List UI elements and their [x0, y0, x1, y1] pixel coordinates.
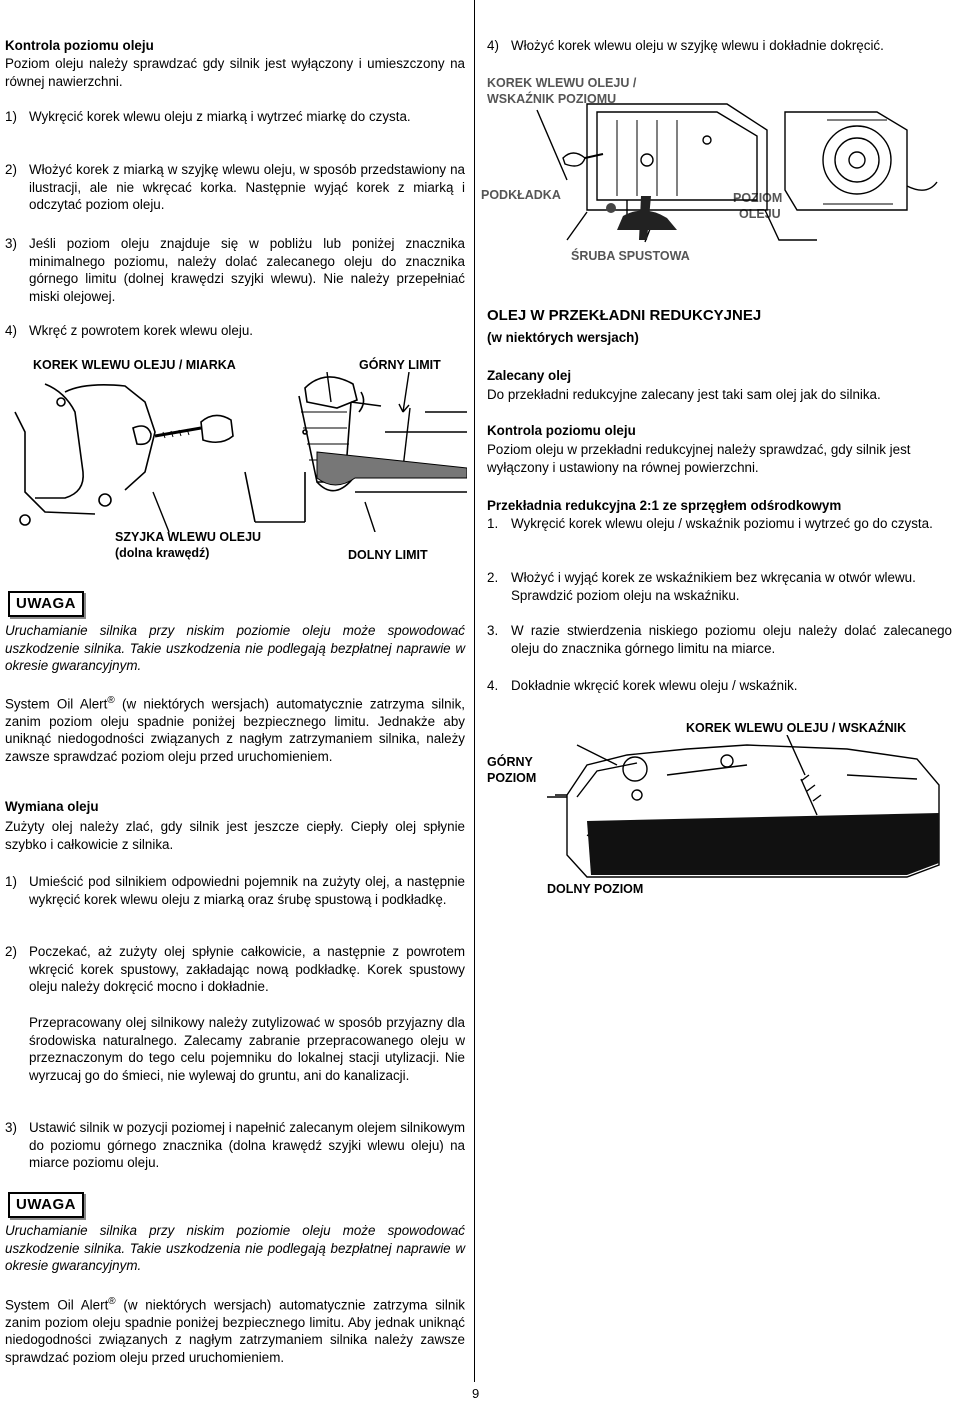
intro-paragraph: Poziom oleju należy sprawdzać gdy silnik jest wyłączony i umieszczony na równej nawierzchni. [5, 56, 465, 89]
fig3-label-upper-2: POZIOM [487, 771, 537, 785]
engine-illustration [527, 100, 947, 250]
step-text: Poczekać, aż zużyty olej spłynie całkowicie, a następnie z powrotem wkręcić korek spustowy, zakładając nową podkładkę. Korek spustowy oleju należy dokręcić mocno i dokładnie. [29, 944, 465, 994]
change-step-2 [5, 943, 465, 996]
oil-alert-paragraph [5, 692, 465, 765]
step-text: Umieścić pod silnikiem odpowiedni pojemnik na zużyty olej, a następnie wykręcić korek wlewu oleju z miarką oraz śrubę spustową i podkładkę. [29, 874, 465, 907]
fig2-label-cap: KOREK WLEWU OLEJU / [487, 76, 637, 90]
recommended-oil-text: Do przekładni redukcyjne zalecany jest taki sam olej jak do silnika. [487, 387, 881, 402]
page-number: 9 [472, 1386, 480, 1401]
heading-oil-change: Wymiana oleju [5, 799, 99, 814]
step-text: Włożyć korek wlewu oleju w szyjkę wlewu i dokładnie dokręcić. [511, 38, 884, 53]
step-number: 2) [5, 944, 17, 959]
fig3-label-upper: GÓRNY [487, 755, 533, 769]
check-step-1 [5, 108, 465, 126]
step-number: 3) [5, 236, 17, 251]
oil-alert-body: (w niektórych wersjach) automatycznie zatrzyma silnik, zanim poziom oleju spadnie poniżej bezpiecznego limitu. Jednakże aby uniknąć niedogodności związanych z nagłym zatrzymaniem silnika, należy zawsze sprawdzać poziom oleju przed uruchomieniem. [5, 696, 465, 764]
heading-recommended-oil: Zalecany olej [487, 368, 572, 383]
fig1-label-upper-limit: GÓRNY LIMIT [359, 358, 441, 372]
fig1-label-neck-sub: (dolna krawędź) [115, 546, 210, 560]
step-text: W razie stwierdzenia niskiego poziomu oleju należy dolać zalecanego oleju do znacznika górnego limitu na miarce. [511, 623, 952, 656]
step-number: 4. [487, 678, 499, 693]
gear-step-3 [487, 622, 952, 657]
change-step-1 [5, 873, 465, 908]
gear-step-4 [487, 677, 952, 695]
gear-step-2 [487, 569, 952, 604]
fig2-label-washer: PODKŁADKA [481, 188, 561, 202]
step-text: Włożyć i wyjąć korek ze wskaźnikiem bez wkręcania w otwór wlewu. Sprawdzić poziom oleju na wskaźniku. [511, 570, 916, 603]
heading-gear-2-1: Przekładnia redukcyjna 2:1 ze sprzęgłem odśrodkowym [487, 498, 842, 513]
warning-badge: UWAGA [8, 591, 84, 617]
check-step-3 [5, 235, 465, 305]
warning-badge-2: UWAGA [8, 1192, 84, 1218]
fig2-label-level-2: OLEJU [739, 207, 781, 221]
step-number: 3) [5, 1120, 17, 1135]
oil-alert-name: System Oil Alert [5, 1297, 109, 1313]
step-number: 3. [487, 623, 499, 638]
fig3-label-cap: KOREK WLEWU OLEJU / WSKAŹNIK [686, 721, 907, 735]
warning-text: Uruchamianie silnika przy niskim poziomie oleju może spowodować uszkodzenie silnika. Takie uszkodzenia nie podlegają bezpłatnej naprawie w okresie gwarancyjnym. [5, 623, 465, 673]
step-text: Włożyć korek z miarką w szyjkę wlewu oleju, w sposób przedstawiony na ilustracji, ale nie wkręcać korka. Następnie wyjąć korek z miarką i odczytać poziom oleju. [29, 162, 465, 212]
step-text: Wykręcić korek wlewu oleju z miarką i wytrzeć miarkę do czysta. [29, 109, 411, 124]
step-text: Wkręć z powrotem korek wlewu oleju. [29, 323, 253, 338]
step-number: 1) [5, 109, 17, 124]
step-text: Dokładnie wkręcić korek wlewu oleju / wskaźnik. [511, 678, 798, 693]
step-text: Wykręcić korek wlewu oleju / wskaźnik poziomu i wytrzeć go do czysta. [511, 516, 933, 531]
warning-text-2: Uruchamianie silnika przy niskim poziomie oleju może spowodować uszkodzenie silnika. Takie uszkodzenia nie podlegają bezpłatnej naprawie w okresie gwarancyjnym. [5, 1223, 465, 1273]
check-step-4-continued [487, 37, 947, 55]
change-step-3 [5, 1119, 465, 1172]
fig2-label-cap-2: WSKAŹNIK POZIOMU [487, 92, 617, 106]
column-divider [474, 0, 475, 1382]
fig1-label-lower-limit: DOLNY LIMIT [348, 548, 428, 562]
step-number: 4) [487, 38, 499, 53]
step-number: 4) [5, 323, 17, 338]
check-step-2 [5, 161, 465, 214]
step-text: Ustawić silnik w pozycji poziomej i napełnić zalecanym olejem silnikowym do poziomu górnego znacznika (dolna krawędź szyjki wlewu oleju) na miarce poziomu oleju. [29, 1120, 465, 1170]
dipstick-illustration [5, 372, 467, 532]
fig2-label-drain: ŚRUBA SPUSTOWA [571, 249, 690, 263]
step-number: 1) [5, 874, 17, 889]
fig2-label-level: POZIOM [733, 191, 783, 205]
heading-oil-check: Kontrola poziomu oleju [5, 38, 154, 53]
gear-step-1 [487, 515, 952, 533]
recycle-paragraph: Przepracowany olej silnikowy należy zutylizować w sposób przyjazny dla środowiska naturalnego. Zalecamy zabranie przepracowanego oleju w przeznaczonym do tego celu pojemniku do lokalnej stacji utylizacji. Nie wyrzucaj go do śmieci, nie wylewaj do gruntu, ani do kanalizacji. [29, 1015, 465, 1083]
oil-check-2-text: Poziom oleju w przekładni redukcyjnej należy sprawdzać, gdy silnik jest wyłączony i ustawiony na równej powierzchni. [487, 442, 911, 475]
step-number: 1. [487, 516, 499, 531]
check-step-4 [5, 322, 465, 340]
oil-alert-paragraph-2 [5, 1293, 465, 1366]
heading-reduction-gear-oil: OLEJ W PRZEKŁADNI REDUKCYJNEJ [487, 307, 762, 324]
oil-alert-body: (w niektórych wersjach) automatycznie zatrzyma silnik zanim poziom oleju spadnie poniżej bezpiecznego limitu. Aby jednak uniknąć niedogodności związanych z nagłym zatrzymaniem silnika należy zawsze sprawdzać poziom oleju przed uruchomieniem. [5, 1297, 465, 1365]
fig3-label-lower: DOLNY POZIOM [547, 882, 644, 896]
registered-mark: ® [108, 1296, 116, 1307]
fig1-label-neck: SZYJKA WLEWU OLEJU [115, 530, 262, 544]
heading-oil-check-2: Kontrola poziomu oleju [487, 423, 636, 438]
gearbox-illustration [547, 735, 947, 880]
registered-mark: ® [107, 695, 115, 706]
fig1-label-cap: KOREK WLEWU OLEJU / MIARKA [33, 358, 236, 372]
oil-change-intro: Zużyty olej należy zlać, gdy silnik jest jeszcze ciepły. Ciepły olej spłynie szybko i całkowicie z silnika. [5, 819, 465, 852]
reduction-subheading: (w niektórych wersjach) [487, 330, 639, 345]
step-number: 2) [5, 162, 17, 177]
step-text: Jeśli poziom oleju znajduje się w pobliżu lub poniżej znacznika minimalnego poziomu, należy dolać zalecanego oleju do znacznika górnego limitu (dolnej krawędzi szyjki wlewu). Nie należy przepełniać miski olejowej. [29, 236, 465, 304]
oil-alert-name: System Oil Alert [5, 696, 108, 712]
step-number: 2. [487, 570, 499, 585]
